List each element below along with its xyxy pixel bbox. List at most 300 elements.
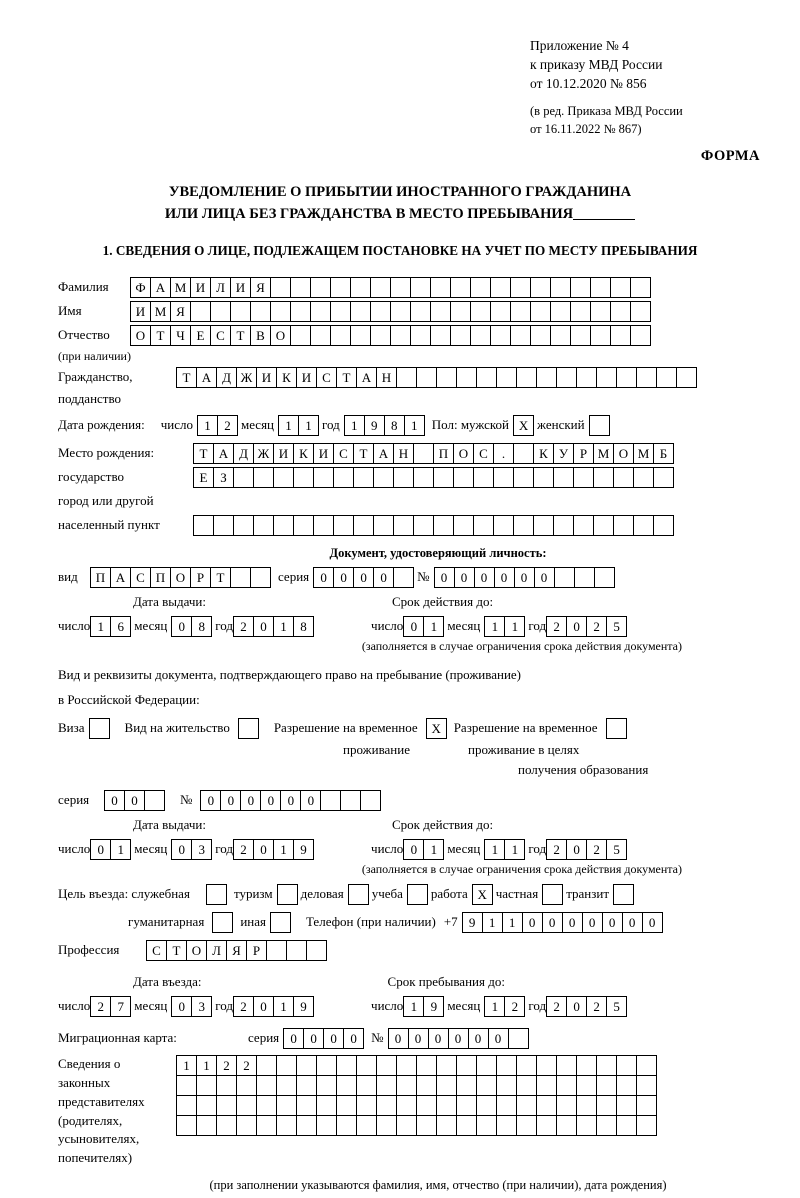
char-box[interactable] <box>436 1055 457 1076</box>
char-box[interactable]: 9 <box>293 839 314 860</box>
char-box[interactable]: А <box>150 277 171 298</box>
field-stay-until-year[interactable] <box>546 996 626 1017</box>
char-box[interactable] <box>373 515 394 536</box>
char-box[interactable]: Е <box>190 325 211 346</box>
field-legal-rep-row-3[interactable] <box>176 1095 656 1116</box>
char-box[interactable]: С <box>473 443 494 464</box>
char-box[interactable]: 0 <box>534 567 555 588</box>
char-box[interactable]: 2 <box>586 616 607 637</box>
char-box[interactable] <box>636 1095 657 1116</box>
checkbox-purpose-private[interactable] <box>542 884 562 905</box>
char-box[interactable] <box>493 467 514 488</box>
char-box[interactable] <box>436 1075 457 1096</box>
char-box[interactable] <box>390 325 411 346</box>
char-box[interactable] <box>450 325 471 346</box>
char-box[interactable]: Т <box>166 940 187 961</box>
char-box[interactable] <box>530 325 551 346</box>
field-doc-number[interactable] <box>434 567 614 588</box>
char-box[interactable]: 1 <box>278 415 299 436</box>
char-box[interactable]: С <box>130 567 151 588</box>
char-box[interactable] <box>516 1075 537 1096</box>
char-box[interactable]: У <box>553 443 574 464</box>
char-box[interactable]: О <box>170 567 191 588</box>
char-box[interactable] <box>206 884 227 905</box>
char-box[interactable] <box>573 467 594 488</box>
char-box[interactable] <box>416 1115 437 1136</box>
char-box[interactable]: 0 <box>333 567 354 588</box>
field-doc-issue-month[interactable] <box>171 616 211 637</box>
char-box[interactable]: 0 <box>260 790 281 811</box>
char-box[interactable]: 0 <box>428 1028 449 1049</box>
char-box[interactable] <box>596 1075 617 1096</box>
char-box[interactable]: Б <box>653 443 674 464</box>
char-box[interactable] <box>589 415 610 436</box>
char-box[interactable] <box>554 567 575 588</box>
char-box[interactable] <box>276 1115 297 1136</box>
char-box[interactable]: 2 <box>546 616 567 637</box>
char-box[interactable] <box>553 515 574 536</box>
field-citizenship[interactable] <box>176 367 696 388</box>
char-box[interactable]: Я <box>250 277 271 298</box>
char-box[interactable] <box>306 940 327 961</box>
char-box[interactable]: К <box>276 367 297 388</box>
char-box[interactable]: И <box>313 443 334 464</box>
char-box[interactable] <box>470 277 491 298</box>
char-box[interactable] <box>316 1075 337 1096</box>
char-box[interactable] <box>606 718 627 739</box>
char-box[interactable]: 0 <box>488 1028 509 1049</box>
char-box[interactable]: 0 <box>388 1028 409 1049</box>
char-box[interactable] <box>536 1115 557 1136</box>
char-box[interactable]: 0 <box>468 1028 489 1049</box>
char-box[interactable]: О <box>270 325 291 346</box>
char-box[interactable]: 1 <box>298 415 319 436</box>
field-entry-year[interactable] <box>233 996 313 1017</box>
char-box[interactable]: 1 <box>504 839 525 860</box>
char-box[interactable] <box>508 1028 529 1049</box>
char-box[interactable]: 0 <box>403 839 424 860</box>
char-box[interactable] <box>476 1095 497 1116</box>
char-box[interactable] <box>610 301 631 322</box>
char-box[interactable]: 0 <box>448 1028 469 1049</box>
char-box[interactable] <box>176 1095 197 1116</box>
char-box[interactable] <box>456 1055 477 1076</box>
char-box[interactable]: 1 <box>423 616 444 637</box>
char-box[interactable]: К <box>533 443 554 464</box>
field-doc-kind[interactable] <box>90 567 270 588</box>
char-box[interactable]: О <box>453 443 474 464</box>
char-box[interactable]: Т <box>193 443 214 464</box>
char-box[interactable]: И <box>190 277 211 298</box>
char-box[interactable] <box>610 277 631 298</box>
char-box[interactable]: 7 <box>110 996 131 1017</box>
char-box[interactable] <box>356 1115 377 1136</box>
char-box[interactable] <box>216 1075 237 1096</box>
char-box[interactable] <box>393 467 414 488</box>
char-box[interactable] <box>193 515 214 536</box>
char-box[interactable] <box>596 1115 617 1136</box>
char-box[interactable]: Ж <box>253 443 274 464</box>
field-doc-valid-month[interactable] <box>484 616 524 637</box>
char-box[interactable]: 1 <box>484 839 505 860</box>
char-box[interactable] <box>316 1115 337 1136</box>
char-box[interactable] <box>576 1075 597 1096</box>
char-box[interactable]: 3 <box>191 839 212 860</box>
checkbox-purpose-humanitarian[interactable] <box>212 912 232 933</box>
char-box[interactable] <box>290 277 311 298</box>
char-box[interactable]: 1 <box>423 839 444 860</box>
field-birth-city-2[interactable] <box>193 515 673 536</box>
field-stay-until-month[interactable] <box>484 996 524 1017</box>
char-box[interactable] <box>376 1055 397 1076</box>
char-box[interactable]: 2 <box>233 839 254 860</box>
field-birth-day[interactable] <box>197 415 237 436</box>
char-box[interactable]: 0 <box>253 616 274 637</box>
char-box[interactable] <box>176 1115 197 1136</box>
field-birth-city[interactable] <box>193 467 673 488</box>
char-box[interactable] <box>230 301 251 322</box>
char-box[interactable] <box>590 301 611 322</box>
char-box[interactable]: 0 <box>514 567 535 588</box>
char-box[interactable] <box>490 301 511 322</box>
char-box[interactable] <box>550 277 571 298</box>
char-box[interactable] <box>256 1075 277 1096</box>
char-box[interactable]: . <box>493 443 514 464</box>
char-box[interactable]: П <box>433 443 454 464</box>
char-box[interactable] <box>256 1095 277 1116</box>
char-box[interactable] <box>556 1075 577 1096</box>
char-box[interactable]: 0 <box>602 912 623 933</box>
char-box[interactable]: 0 <box>200 790 221 811</box>
char-box[interactable]: 0 <box>220 790 241 811</box>
char-box[interactable]: Р <box>573 443 594 464</box>
char-box[interactable]: Я <box>170 301 191 322</box>
char-box[interactable] <box>570 301 591 322</box>
char-box[interactable] <box>393 567 414 588</box>
checkbox-female[interactable] <box>589 415 609 436</box>
char-box[interactable] <box>656 367 677 388</box>
char-box[interactable] <box>216 1095 237 1116</box>
char-box[interactable] <box>596 1095 617 1116</box>
field-stay-valid-month[interactable] <box>484 839 524 860</box>
char-box[interactable]: О <box>130 325 151 346</box>
char-box[interactable] <box>213 515 234 536</box>
char-box[interactable]: 0 <box>434 567 455 588</box>
char-box[interactable] <box>630 277 651 298</box>
char-box[interactable] <box>653 467 674 488</box>
char-box[interactable] <box>313 515 334 536</box>
field-doc-valid-day[interactable] <box>403 616 443 637</box>
char-box[interactable] <box>496 1095 517 1116</box>
char-box[interactable] <box>336 1115 357 1136</box>
char-box[interactable] <box>633 515 654 536</box>
char-box[interactable] <box>416 367 437 388</box>
char-box[interactable]: 0 <box>522 912 543 933</box>
char-box[interactable]: 0 <box>454 567 475 588</box>
char-box[interactable] <box>413 467 434 488</box>
char-box[interactable]: 8 <box>293 616 314 637</box>
char-box[interactable] <box>453 515 474 536</box>
char-box[interactable] <box>356 1075 377 1096</box>
char-box[interactable] <box>276 1095 297 1116</box>
char-box[interactable] <box>316 1095 337 1116</box>
char-box[interactable] <box>353 467 374 488</box>
char-box[interactable]: 0 <box>171 616 192 637</box>
char-box[interactable]: 0 <box>124 790 145 811</box>
char-box[interactable] <box>310 277 331 298</box>
char-box[interactable] <box>210 301 231 322</box>
char-box[interactable] <box>593 515 614 536</box>
char-box[interactable] <box>476 1115 497 1136</box>
char-box[interactable] <box>356 1095 377 1116</box>
char-box[interactable]: 1 <box>484 996 505 1017</box>
char-box[interactable]: 1 <box>403 996 424 1017</box>
char-box[interactable] <box>310 301 331 322</box>
char-box[interactable] <box>456 1075 477 1096</box>
char-box[interactable] <box>496 1075 517 1096</box>
char-box[interactable] <box>144 790 165 811</box>
char-box[interactable]: 0 <box>373 567 394 588</box>
char-box[interactable] <box>613 467 634 488</box>
char-box[interactable]: 0 <box>253 996 274 1017</box>
char-box[interactable] <box>196 1095 217 1116</box>
char-box[interactable] <box>253 515 274 536</box>
field-doc-series[interactable] <box>313 567 413 588</box>
char-box[interactable] <box>250 301 271 322</box>
char-box[interactable] <box>313 467 334 488</box>
char-box[interactable] <box>286 940 307 961</box>
char-box[interactable]: К <box>293 443 314 464</box>
char-box[interactable] <box>536 1055 557 1076</box>
char-box[interactable]: 8 <box>191 616 212 637</box>
char-box[interactable]: 0 <box>408 1028 429 1049</box>
char-box[interactable]: Х <box>472 884 493 905</box>
char-box[interactable] <box>610 325 631 346</box>
field-stay-issue-year[interactable] <box>233 839 313 860</box>
char-box[interactable] <box>430 301 451 322</box>
char-box[interactable] <box>596 1055 617 1076</box>
field-name[interactable] <box>130 301 650 322</box>
char-box[interactable] <box>290 325 311 346</box>
char-box[interactable] <box>513 467 534 488</box>
char-box[interactable] <box>473 515 494 536</box>
char-box[interactable]: Т <box>336 367 357 388</box>
char-box[interactable] <box>270 301 291 322</box>
char-box[interactable]: Л <box>206 940 227 961</box>
char-box[interactable]: С <box>146 940 167 961</box>
char-box[interactable] <box>416 1075 437 1096</box>
char-box[interactable] <box>436 1095 457 1116</box>
char-box[interactable] <box>496 1115 517 1136</box>
char-box[interactable]: Д <box>233 443 254 464</box>
char-box[interactable] <box>340 790 361 811</box>
char-box[interactable] <box>576 1055 597 1076</box>
char-box[interactable] <box>516 1115 537 1136</box>
char-box[interactable] <box>396 367 417 388</box>
char-box[interactable] <box>456 367 477 388</box>
char-box[interactable] <box>236 1095 257 1116</box>
char-box[interactable] <box>376 1115 397 1136</box>
char-box[interactable] <box>350 301 371 322</box>
char-box[interactable] <box>416 1055 437 1076</box>
char-box[interactable]: 5 <box>606 996 627 1017</box>
char-box[interactable] <box>273 515 294 536</box>
char-box[interactable] <box>450 301 471 322</box>
char-box[interactable]: 1 <box>482 912 503 933</box>
char-box[interactable] <box>370 301 391 322</box>
char-box[interactable] <box>330 301 351 322</box>
char-box[interactable] <box>353 515 374 536</box>
char-box[interactable] <box>410 277 431 298</box>
char-box[interactable] <box>653 515 674 536</box>
char-box[interactable]: А <box>196 367 217 388</box>
char-box[interactable]: 1 <box>344 415 365 436</box>
char-box[interactable]: М <box>170 277 191 298</box>
char-box[interactable]: 0 <box>566 839 587 860</box>
char-box[interactable]: 0 <box>171 996 192 1017</box>
char-box[interactable] <box>330 277 351 298</box>
char-box[interactable] <box>576 367 597 388</box>
char-box[interactable] <box>536 367 557 388</box>
char-box[interactable]: 1 <box>196 1055 217 1076</box>
char-box[interactable]: А <box>213 443 234 464</box>
char-box[interactable] <box>533 467 554 488</box>
char-box[interactable] <box>533 515 554 536</box>
checkbox-male[interactable] <box>513 415 533 436</box>
char-box[interactable] <box>236 1075 257 1096</box>
field-stay-valid-day[interactable] <box>403 839 443 860</box>
checkbox-residence-permit[interactable] <box>238 718 258 739</box>
char-box[interactable] <box>453 467 474 488</box>
char-box[interactable] <box>542 884 563 905</box>
char-box[interactable]: 0 <box>323 1028 344 1049</box>
char-box[interactable]: 0 <box>300 790 321 811</box>
char-box[interactable] <box>536 1075 557 1096</box>
char-box[interactable]: Е <box>193 467 214 488</box>
char-box[interactable]: А <box>356 367 377 388</box>
char-box[interactable] <box>456 1115 477 1136</box>
char-box[interactable] <box>490 325 511 346</box>
char-box[interactable] <box>296 1075 317 1096</box>
checkbox-purpose-tourism[interactable] <box>277 884 297 905</box>
checkbox-purpose-business[interactable] <box>348 884 368 905</box>
char-box[interactable] <box>510 277 531 298</box>
char-box[interactable]: 2 <box>586 839 607 860</box>
char-box[interactable] <box>433 515 454 536</box>
char-box[interactable]: 0 <box>494 567 515 588</box>
char-box[interactable] <box>336 1075 357 1096</box>
char-box[interactable]: 0 <box>403 616 424 637</box>
char-box[interactable]: С <box>333 443 354 464</box>
char-box[interactable]: Х <box>426 718 447 739</box>
field-phone[interactable] <box>462 912 662 933</box>
char-box[interactable]: Ф <box>130 277 151 298</box>
char-box[interactable]: 0 <box>240 790 261 811</box>
char-box[interactable] <box>496 367 517 388</box>
char-box[interactable] <box>676 367 697 388</box>
char-box[interactable] <box>630 325 651 346</box>
char-box[interactable] <box>316 1055 337 1076</box>
char-box[interactable] <box>556 367 577 388</box>
field-mc-series[interactable] <box>283 1028 363 1049</box>
char-box[interactable] <box>556 1095 577 1116</box>
char-box[interactable] <box>616 1075 637 1096</box>
char-box[interactable] <box>590 325 611 346</box>
char-box[interactable] <box>253 467 274 488</box>
char-box[interactable] <box>376 1075 397 1096</box>
field-stay-issue-day[interactable] <box>90 839 130 860</box>
char-box[interactable] <box>390 301 411 322</box>
field-stay-valid-year[interactable] <box>546 839 626 860</box>
char-box[interactable] <box>553 467 574 488</box>
char-box[interactable]: 1 <box>504 616 525 637</box>
char-box[interactable] <box>570 277 591 298</box>
char-box[interactable]: 9 <box>364 415 385 436</box>
char-box[interactable] <box>510 325 531 346</box>
char-box[interactable]: Р <box>246 940 267 961</box>
char-box[interactable]: 1 <box>197 415 218 436</box>
char-box[interactable]: 0 <box>642 912 663 933</box>
char-box[interactable]: М <box>633 443 654 464</box>
char-box[interactable] <box>530 277 551 298</box>
char-box[interactable] <box>330 325 351 346</box>
char-box[interactable] <box>616 1115 637 1136</box>
char-box[interactable] <box>296 1115 317 1136</box>
char-box[interactable]: И <box>230 277 251 298</box>
char-box[interactable] <box>516 1055 537 1076</box>
char-box[interactable]: В <box>250 325 271 346</box>
field-profession[interactable] <box>146 940 326 961</box>
char-box[interactable]: 6 <box>110 616 131 637</box>
char-box[interactable] <box>276 1055 297 1076</box>
char-box[interactable] <box>233 467 254 488</box>
char-box[interactable] <box>594 567 615 588</box>
char-box[interactable]: 1 <box>404 415 425 436</box>
char-box[interactable]: И <box>256 367 277 388</box>
char-box[interactable]: О <box>613 443 634 464</box>
field-surname[interactable] <box>130 277 650 298</box>
field-stay-issue-month[interactable] <box>171 839 211 860</box>
char-box[interactable] <box>490 277 511 298</box>
char-box[interactable] <box>576 1095 597 1116</box>
char-box[interactable]: 1 <box>110 839 131 860</box>
char-box[interactable]: Я <box>226 940 247 961</box>
char-box[interactable]: 9 <box>462 912 483 933</box>
char-box[interactable] <box>333 467 354 488</box>
char-box[interactable] <box>256 1115 277 1136</box>
char-box[interactable] <box>636 367 657 388</box>
char-box[interactable] <box>636 1075 657 1096</box>
char-box[interactable] <box>473 467 494 488</box>
char-box[interactable]: З <box>213 467 234 488</box>
char-box[interactable]: Т <box>230 325 251 346</box>
field-mc-number[interactable] <box>388 1028 528 1049</box>
char-box[interactable]: Т <box>210 567 231 588</box>
char-box[interactable]: 1 <box>176 1055 197 1076</box>
char-box[interactable]: И <box>130 301 151 322</box>
char-box[interactable] <box>576 1115 597 1136</box>
char-box[interactable] <box>573 515 594 536</box>
char-box[interactable] <box>238 718 259 739</box>
char-box[interactable] <box>556 1055 577 1076</box>
char-box[interactable]: Х <box>513 415 534 436</box>
field-birth-month[interactable] <box>278 415 318 436</box>
char-box[interactable]: 1 <box>273 616 294 637</box>
char-box[interactable] <box>476 1055 497 1076</box>
char-box[interactable]: 0 <box>104 790 125 811</box>
char-box[interactable] <box>266 940 287 961</box>
char-box[interactable] <box>513 443 534 464</box>
